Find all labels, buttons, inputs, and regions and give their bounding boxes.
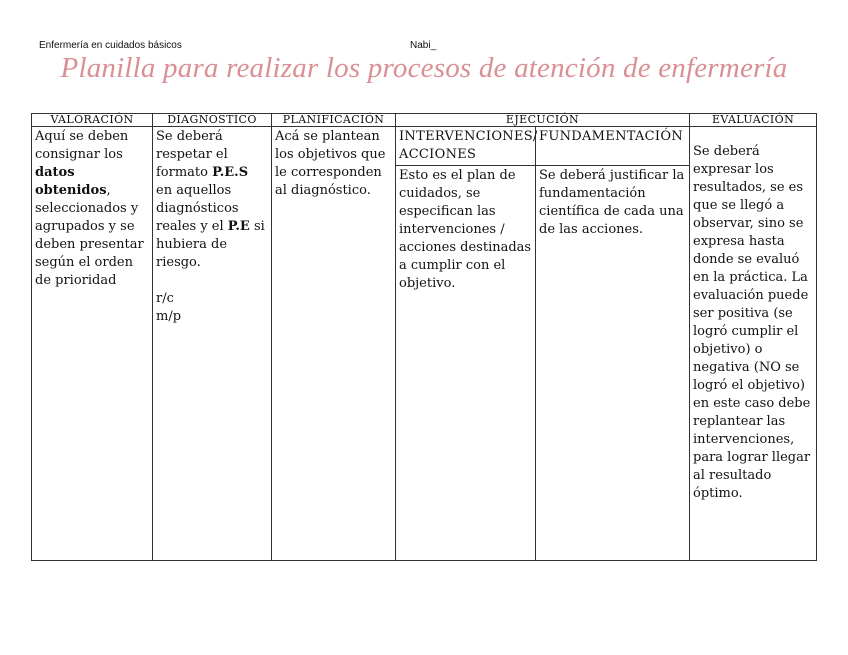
diagnostico-text-3: si hubiera de riesgo. (156, 219, 265, 270)
nursing-process-table (31, 113, 817, 561)
col-header-planificacion: PLANIFICACIÓN (272, 114, 396, 127)
diagnostico-bold-pes: P.E.S (212, 165, 249, 180)
diagnostico-bold-pe: P.E (227, 219, 250, 234)
cell-planificacion: Acá se plantean los objetivos que le corresponden al diagnóstico. (272, 127, 396, 561)
diagnostico-text-2: en aquellos diagnósticos reales y el (156, 183, 239, 234)
subheader-row (32, 127, 817, 166)
cell-evaluacion: Se deberá expresar los resultados, se es que se llegó a observar, sino se expresa hasta donde se evaluó en la práctica. La evaluación puede ser positiva (se logró cumplir el objetivo) o negativa (NO se logró el objetivo) en este caso debe replantear las intervenciones, para lograr llegar al resultado óptimo. (690, 127, 817, 561)
diagnostico-rc: r/c (156, 291, 174, 306)
cell-valoracion (32, 127, 153, 561)
col-header-valoracion: VALORACIÓN (32, 114, 153, 127)
diagnostico-mp: m/p (156, 309, 182, 324)
col-header-evaluacion: EVALUACIÓN (690, 114, 817, 127)
subheader-intervenciones: INTERVENCIONES/ ACCIONES (396, 127, 536, 166)
cell-fundamentacion: Se deberá justificar la fundamentación científica de cada una de las acciones. (536, 166, 690, 561)
col-header-diagnostico: DIAGNOSTICO (153, 114, 272, 127)
author-name: Nabi_ (410, 40, 437, 51)
valoracion-text-2: , seleccionados y agrupados y se deben presentar según el orden de prioridad (35, 183, 144, 288)
page-title: Planilla para realizar los procesos de atención de enfermería (60, 52, 788, 84)
subheader-fundamentacion: FUNDAMENTACIÓN (536, 127, 690, 166)
header-row (32, 114, 817, 127)
cell-intervenciones: Esto es el plan de cuidados, se especifican las intervenciones / acciones destinadas a cumplir con el objetivo. (396, 166, 536, 561)
col-header-ejecucion: EJECUCIÓN (396, 114, 690, 127)
valoracion-text: Aquí se deben consignar los (35, 129, 129, 162)
course-name: Enfermería en cuidados básicos (39, 40, 182, 51)
valoracion-bold: datos obtenidos (35, 165, 107, 198)
diagnostico-text: Se deberá respetar el formato (156, 129, 228, 180)
cell-diagnostico (153, 127, 272, 561)
